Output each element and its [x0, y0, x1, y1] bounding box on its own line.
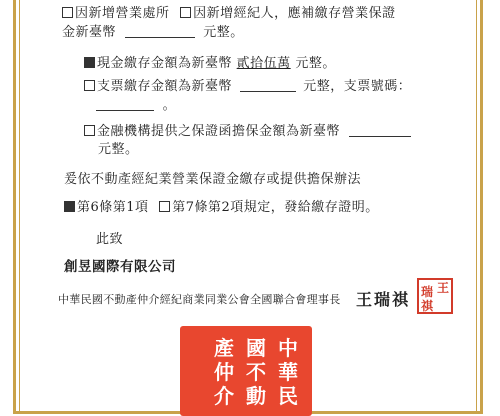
- checkbox-new-broker[interactable]: [180, 7, 191, 18]
- deposit-total-prefix: 金新臺幣: [62, 25, 117, 40]
- seal-char: 不: [246, 360, 266, 384]
- cash-suffix: 元整。: [295, 56, 336, 71]
- issuer-text: 中華民國不動產仲介經紀商業同業公會全國聯合會理事長: [58, 293, 341, 306]
- bank-prefix: 金融機構提供之保證函擔保金額為新臺幣: [97, 124, 341, 139]
- checkbox-new-office[interactable]: [62, 7, 73, 18]
- seal-char: 國: [246, 336, 266, 360]
- company-name: [64, 255, 176, 275]
- new-office-label: 因新增營業處所: [75, 6, 170, 21]
- new-broker-label: 因新增經紀人，應補繳存營業保證: [193, 6, 396, 21]
- deposit-total-blank[interactable]: [125, 25, 195, 38]
- cash-prefix: 現金繳存金額為新臺幣: [97, 56, 233, 71]
- line-article: [64, 196, 379, 215]
- company-name-text: 創昱國際有限公司: [64, 259, 176, 275]
- bank-suffix: 元整。: [98, 142, 139, 157]
- closing-text: [96, 228, 123, 247]
- checkbox-cash[interactable]: [84, 57, 95, 68]
- stamp-char: 瑞: [421, 285, 434, 299]
- line-legal-basis: [64, 168, 361, 187]
- line-cheque: [84, 75, 411, 94]
- seal-char: 產: [214, 336, 234, 360]
- line-bank-suffix: [98, 138, 139, 157]
- seal-char: 民: [278, 384, 298, 408]
- article-7-label: 第7條第2項規定，發給繳存證明。: [172, 200, 379, 215]
- seal-char: 動: [246, 384, 266, 408]
- chairman-stamp: [417, 278, 453, 314]
- stamp-char: 祺: [421, 299, 434, 313]
- stamp-char: 王: [437, 281, 450, 295]
- chairman-name-text: 王瑞祺: [356, 290, 411, 309]
- line-cash: [84, 52, 336, 71]
- closing-label: 此致: [96, 232, 124, 247]
- checkbox-article-7[interactable]: [159, 201, 170, 212]
- seal-char: 介: [214, 384, 234, 408]
- cheque-mid: 元整，支票號碼：: [303, 79, 412, 94]
- seal-char: 仲: [214, 360, 234, 384]
- checkbox-bank-guarantee[interactable]: [84, 125, 95, 136]
- checkbox-cheque[interactable]: [84, 80, 95, 91]
- line-cheque-number: [96, 94, 176, 113]
- deposit-total-suffix: 元整。: [203, 25, 244, 40]
- seal-char: 華: [278, 360, 298, 384]
- cheque-suffix: 。: [162, 98, 177, 113]
- bank-amount-blank[interactable]: [349, 124, 411, 137]
- issuer-line: [58, 291, 341, 307]
- checkbox-article-6[interactable]: [64, 201, 75, 212]
- article-6-label: 第6條第1項: [77, 200, 149, 215]
- line-deposit-total: [62, 21, 244, 40]
- legal-basis-text: 爰依不動產經紀業營業保證金繳存或提供擔保辦法: [64, 172, 362, 187]
- cash-amount: 貳拾伍萬: [236, 56, 291, 71]
- seal-char: 中: [278, 336, 298, 360]
- line-bank-guarantee: [84, 120, 411, 139]
- cheque-number-blank[interactable]: [96, 98, 154, 111]
- line-new-office: [62, 2, 396, 21]
- association-seal: [180, 326, 312, 416]
- cheque-amount-blank[interactable]: [240, 79, 296, 92]
- cheque-prefix: 支票繳存金額為新臺幣: [97, 79, 233, 94]
- chairman-name: [356, 287, 410, 310]
